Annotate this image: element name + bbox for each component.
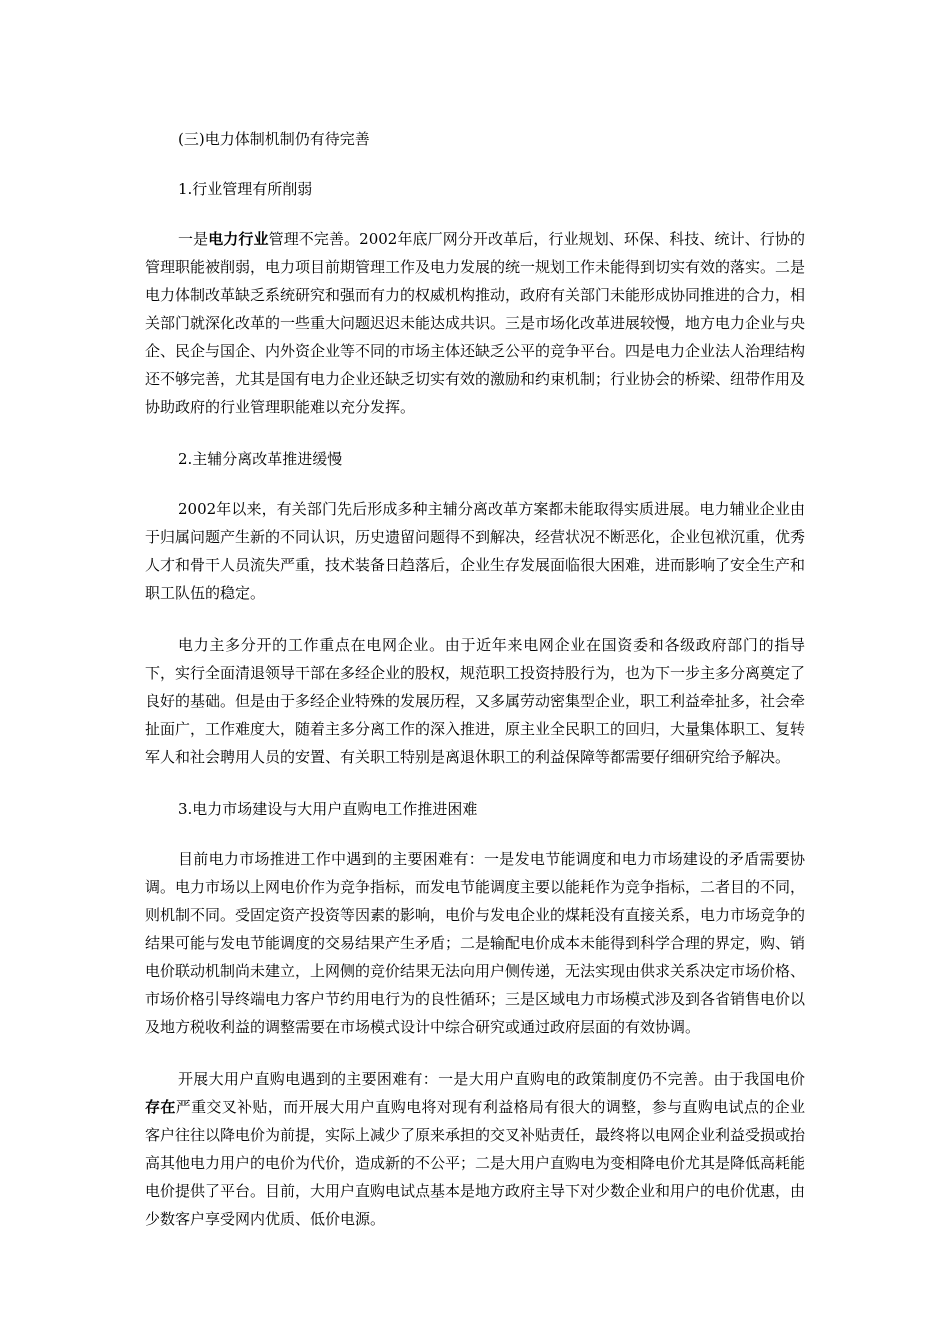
spacer bbox=[145, 607, 805, 631]
paragraph-text: 一是 bbox=[178, 230, 209, 248]
paragraph-text: 管理不完善。2002年底厂网分开改革后，行业规划、环保、科技、统计、行协的管理职能被削弱，电力项目前期管理工作及电力发展的统一规划工作未能得到切实有效的落实。二是电力体制改革缺乏系统研究和强而有力的权威机构推动，政府有关部门未能形成协同推进的合力，相关部门就深化改革的一些重大问题迟迟未能达成共识。三是市场化改革进展较慢，地方电力企业与央企、民企与国企、内外资企业等不同的市场主体还缺乏公平的竞争平台。四是电力企业法人治理结构还不够完善，尤其是国有电力企业还缺乏切实有效的激励和约束机制；行业协会的桥梁、纽带作用及协助政府的行业管理职能难以充分发挥。 bbox=[145, 230, 806, 416]
spacer bbox=[145, 823, 805, 845]
section-heading: (三)电力体制机制仍有待完善 bbox=[178, 130, 370, 148]
subsection-heading-1: 1.行业管理有所削弱 bbox=[178, 180, 313, 198]
document-body bbox=[145, 125, 805, 1233]
paragraph-separation-reform: 2002年以来，有关部门先后形成多种主辅分离改革方案都未能取得实质进展。电力辅业企业由于归属问题产生新的不同认识，历史遗留问题得不到解决，经营状况不断恶化，企业包袱沉重，优秀人才和骨干人员流失严重，技术装备日趋落后，企业生存发展面临很大困难，进而影响了安全生产和职工队伍的稳定。 bbox=[145, 500, 806, 602]
spacer bbox=[145, 473, 805, 495]
spacer bbox=[145, 421, 805, 445]
paragraph-direct-purchase bbox=[145, 1065, 805, 1233]
bold-keyword: 电力行业 bbox=[208, 230, 269, 248]
paragraph-text: 开展大用户直购电遇到的主要困难有：一是大用户直购电的政策制度仍不完善。由于我国电价 bbox=[178, 1070, 805, 1088]
paragraph-grid-enterprises: 电力主多分开的工作重点在电网企业。由于近年来电网企业在国资委和各级政府部门的指导下，实行全面清退领导干部在多经企业的股权，规范职工投资持股行为，也为下一步主多分离奠定了良好的基础。但是由于多经企业特殊的发展历程，又多属劳动密集型企业，职工利益牵扯多，社会牵扯面广，工作难度大，随着主多分离工作的深入推进，原主业全民职工的回归，大量集体职工、复转军人和社会聘用人员的安置、有关职工特别是离退休职工的利益保障等都需要仔细研究给予解决。 bbox=[145, 636, 806, 766]
spacer bbox=[145, 153, 805, 175]
paragraph-industry-management bbox=[145, 225, 805, 421]
bold-keyword: 存在 bbox=[145, 1098, 176, 1116]
subsection-heading-2: 2.主辅分离改革推进缓慢 bbox=[178, 450, 343, 468]
paragraph-text: 严重交叉补贴，而开展大用户直购电将对现有利益格局有很大的调整，参与直购电试点的企业客户往往以降电价为前提，实际上减少了原来承担的交叉补贴责任，最终将以电网企业利益受损或抬高其他电力用户的电价为代价，造成新的不公平；二是大用户直购电为变相降电价尤其是降低高耗能电价提供了平台。目前，大用户直购电试点基本是地方政府主导下对少数企业和用户的电价优惠，由少数客户享受网内优质、低价电源。 bbox=[145, 1098, 806, 1228]
subsection-heading-3: 3.电力市场建设与大用户直购电工作推进困难 bbox=[178, 800, 478, 818]
spacer bbox=[145, 203, 805, 225]
spacer bbox=[145, 1041, 805, 1065]
spacer bbox=[145, 771, 805, 795]
paragraph-market-difficulties: 目前电力市场推进工作中遇到的主要困难有：一是发电节能调度和电力市场建设的矛盾需要协调。电力市场以上网电价作为竞争指标，而发电节能调度主要以能耗作为竞争指标，二者目的不同，则机制不同。受固定资产投资等因素的影响，电价与发电企业的煤耗没有直接关系，电力市场竞争的结果可能与发电节能调度的交易结果产生矛盾；二是输配电价成本未能得到科学合理的界定，购、销电价联动机制尚未建立，上网侧的竞价结果无法向用户侧传递，无法实现由供求关系决定市场价格、市场价格引导终端电力客户节约用电行为的良性循环；三是区域电力市场模式涉及到各省销售电价以及地方税收利益的调整需要在市场模式设计中综合研究或通过政府层面的有效协调。 bbox=[145, 850, 806, 1036]
